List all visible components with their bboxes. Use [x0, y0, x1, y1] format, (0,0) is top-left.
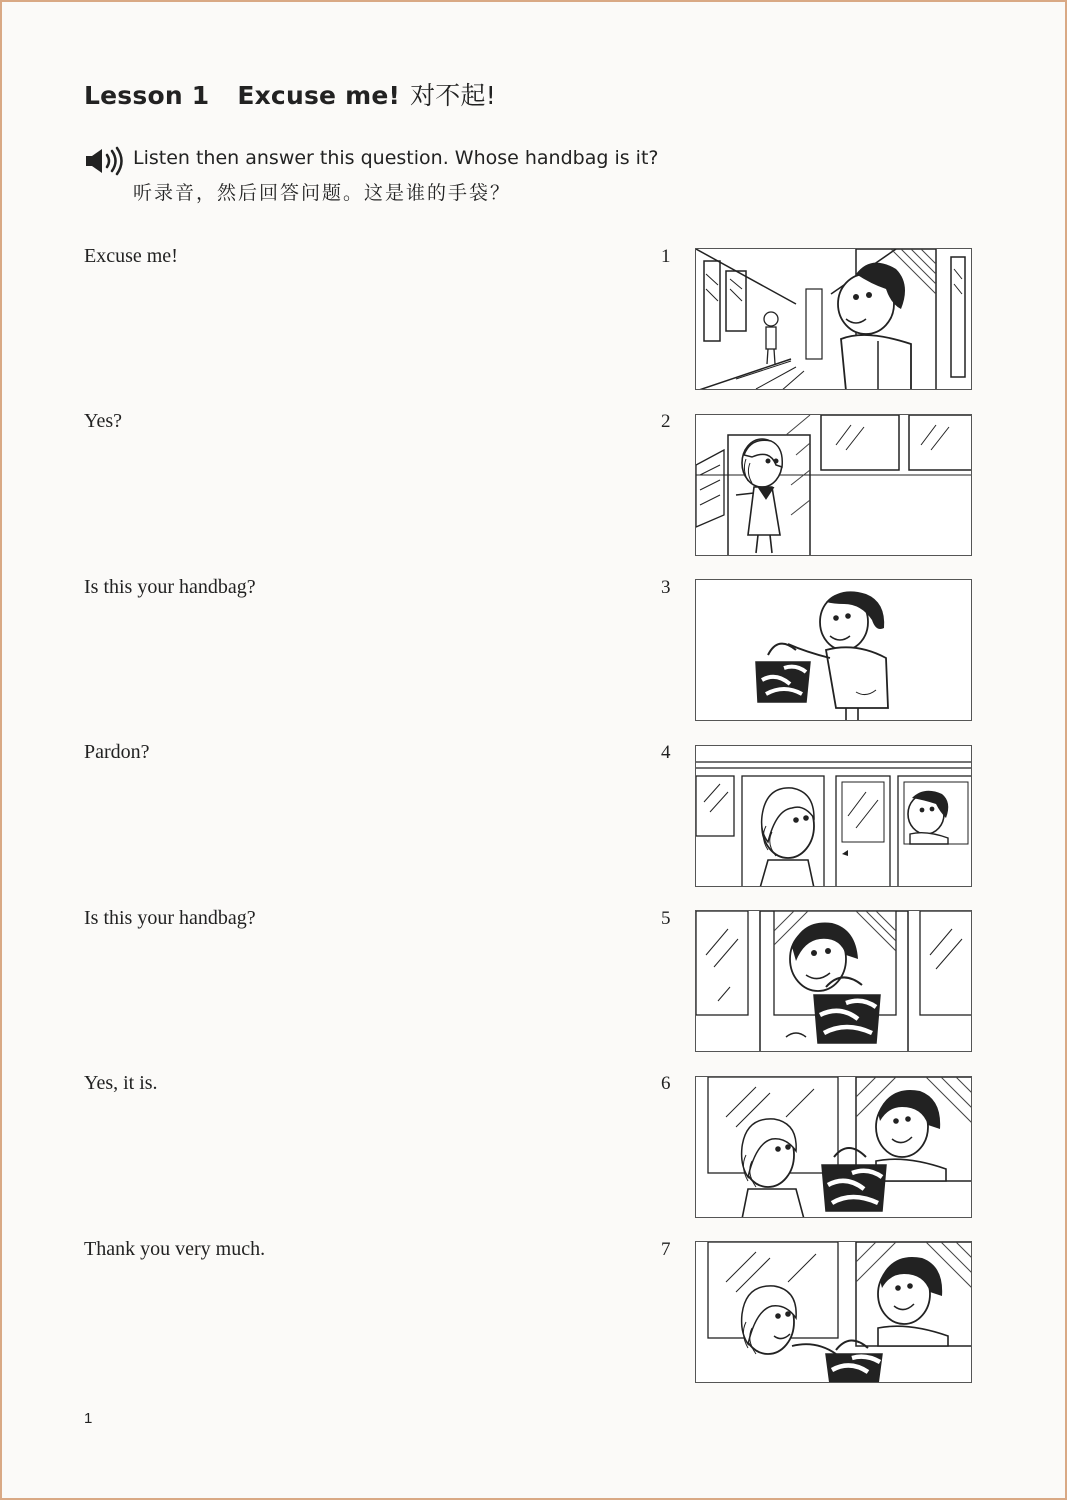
- lesson-title: [84, 76, 496, 112]
- lesson-title-en: Excuse me!: [237, 81, 401, 110]
- dialogue-number-1: 1: [661, 246, 671, 267]
- illustration-panel-1: [695, 248, 972, 390]
- instruction-zh: 听录音，然后回答问题。这是谁的手袋？: [133, 182, 512, 204]
- dialogue-number-7: 7: [661, 1239, 671, 1260]
- dialogue-line-4: Pardon?: [84, 741, 150, 763]
- illustration-panel-7: [695, 1241, 972, 1383]
- dialogue-line-7: Thank you very much.: [84, 1238, 266, 1260]
- dialogue-line-2: Yes?: [84, 410, 122, 432]
- dialogue-line-6: Yes, it is.: [84, 1072, 158, 1094]
- lesson-title-zh: 对不起!: [410, 81, 496, 110]
- lesson-label: Lesson 1: [84, 81, 210, 110]
- instruction-en: Listen then answer this question. Whose handbag is it?: [133, 147, 659, 169]
- page-number: 1: [84, 1410, 93, 1427]
- illustration-panel-3: [695, 579, 972, 721]
- dialogue-number-3: 3: [661, 577, 671, 598]
- dialogue-number-5: 5: [661, 908, 671, 929]
- dialogue-number-4: 4: [661, 742, 671, 763]
- dialogue-line-3: Is this your handbag?: [84, 576, 256, 598]
- speaker-icon[interactable]: [84, 146, 126, 176]
- dialogue-number-6: 6: [661, 1073, 671, 1094]
- illustration-panel-4: [695, 745, 972, 887]
- illustration-panel-5: [695, 910, 972, 1052]
- illustration-panel-2: [695, 414, 972, 556]
- illustration-panel-6: [695, 1076, 972, 1218]
- dialogue-line-1: Excuse me!: [84, 245, 178, 267]
- dialogue-line-5: Is this your handbag?: [84, 907, 256, 929]
- dialogue-number-2: 2: [661, 411, 671, 432]
